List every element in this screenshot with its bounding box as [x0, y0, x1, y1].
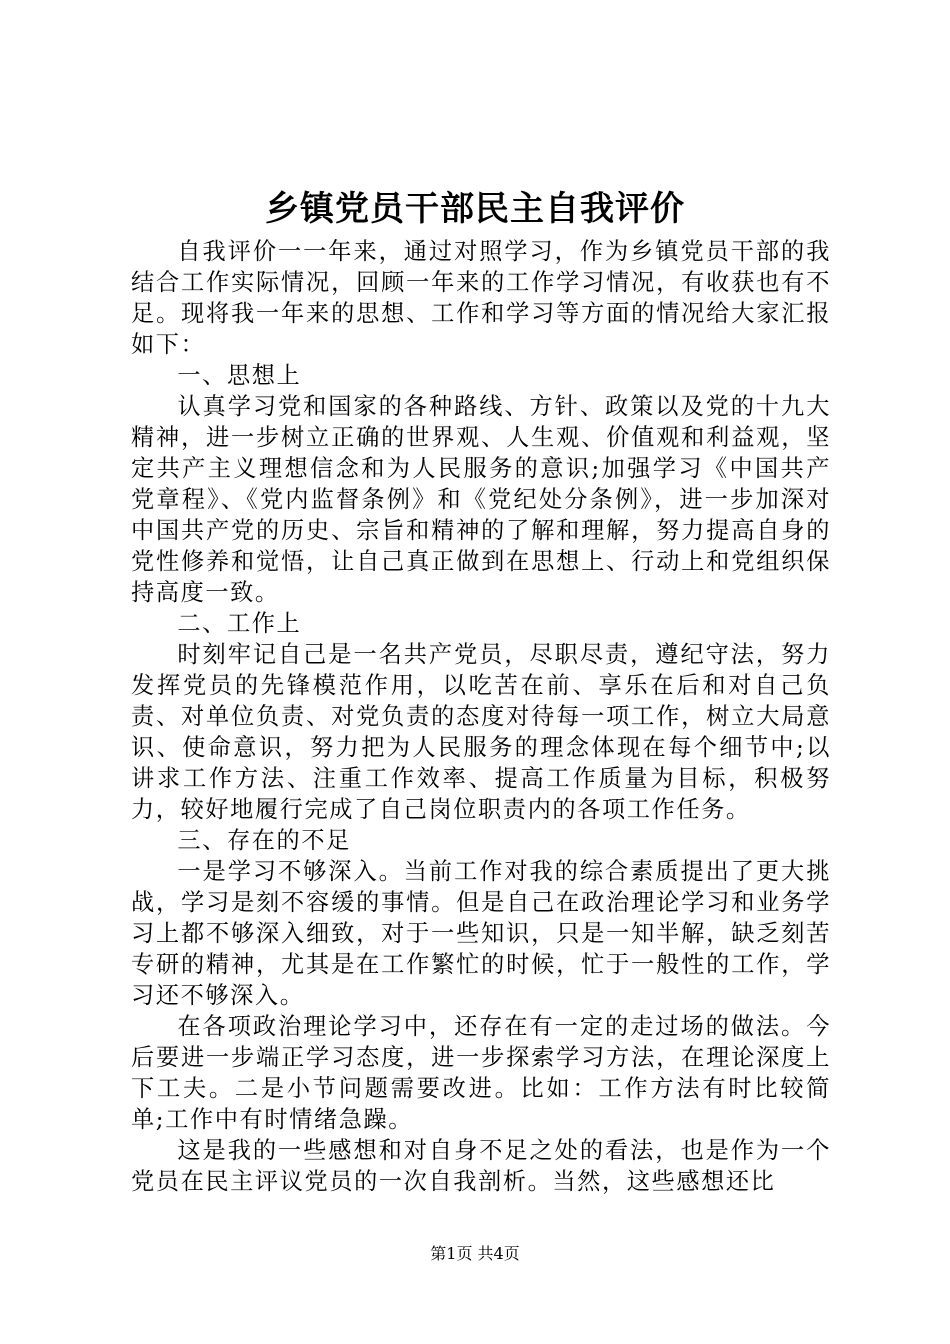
paragraph-closing: 这是我的一些感想和对自身不足之处的看法，也是作为一个党员在民主评议党员的一次自我剖析。当然，这些感想还比: [131, 1137, 831, 1195]
paragraph-intro: 自我评价一一年来，通过对照学习，作为乡镇党员干部的我结合工作实际情况，回顾一年来的工作学习情况，有收获也有不足。现将我一年来的思想、工作和学习等方面的情况给大家汇报如下：: [131, 238, 831, 358]
section-heading-shortcomings: 三、存在的不足: [177, 827, 351, 854]
paragraph-thought: 认真学习党和国家的各种路线、方针、政策以及党的十九大精神，进一步树立正确的世界观、人生观、价值观和利益观，坚定共产主义理想信念和为人民服务的意识;加强学习《中国共产党章程》、《党内监督条例》和《党纪处分条例》，进一步加深对中国共产党的历史、宗旨和精神的了解和理解，努力提高自身的党性修养和觉悟，让自己真正做到在思想上、行动上和党组织保持高度一致。: [131, 393, 831, 606]
document-body: [131, 236, 831, 1197]
paragraph-shortcomings-2: 在各项政治理论学习中，还存在有一定的走过场的做法。今后要进一步端正学习态度，进一步探索学习方法，在理论深度上下工夫。二是小节问题需要改进。比如：工作方法有时比较简单;工作中有时情绪急躁。: [131, 1013, 831, 1133]
document-title: 乡镇党员干部民主自我评价: [265, 189, 685, 229]
paragraph-work: 时刻牢记自己是一名共产党员，尽职尽责，遵纪守法，努力发挥党员的先锋模范作用，以吃苦在前、享乐在后和对自己负责、对单位负责、对党负责的态度对待每一项工作，树立大局意识、使命意识，努力把为人民服务的理念体现在每个细节中;以讲求工作方法、注重工作效率、提高工作质量为目标，积极努力，较好地履行完成了自己岗位职责内的各项工作任务。: [131, 641, 831, 823]
page-number: 第1页 共4页: [430, 1244, 520, 1263]
paragraph-shortcomings-1: 一是学习不够深入。当前工作对我的综合素质提出了更大挑战，学习是刻不容缓的事情。但是自己在政治理论学习和业务学习上都不够深入细致，对于一些知识，只是一知半解，缺乏刻苦专研的精神，尤其是在工作繁忙的时候，忙于一般性的工作，学习还不够深入。: [131, 858, 831, 1009]
section-heading-work: 二、工作上: [177, 610, 302, 637]
section-heading-thought: 一、思想上: [177, 362, 302, 389]
